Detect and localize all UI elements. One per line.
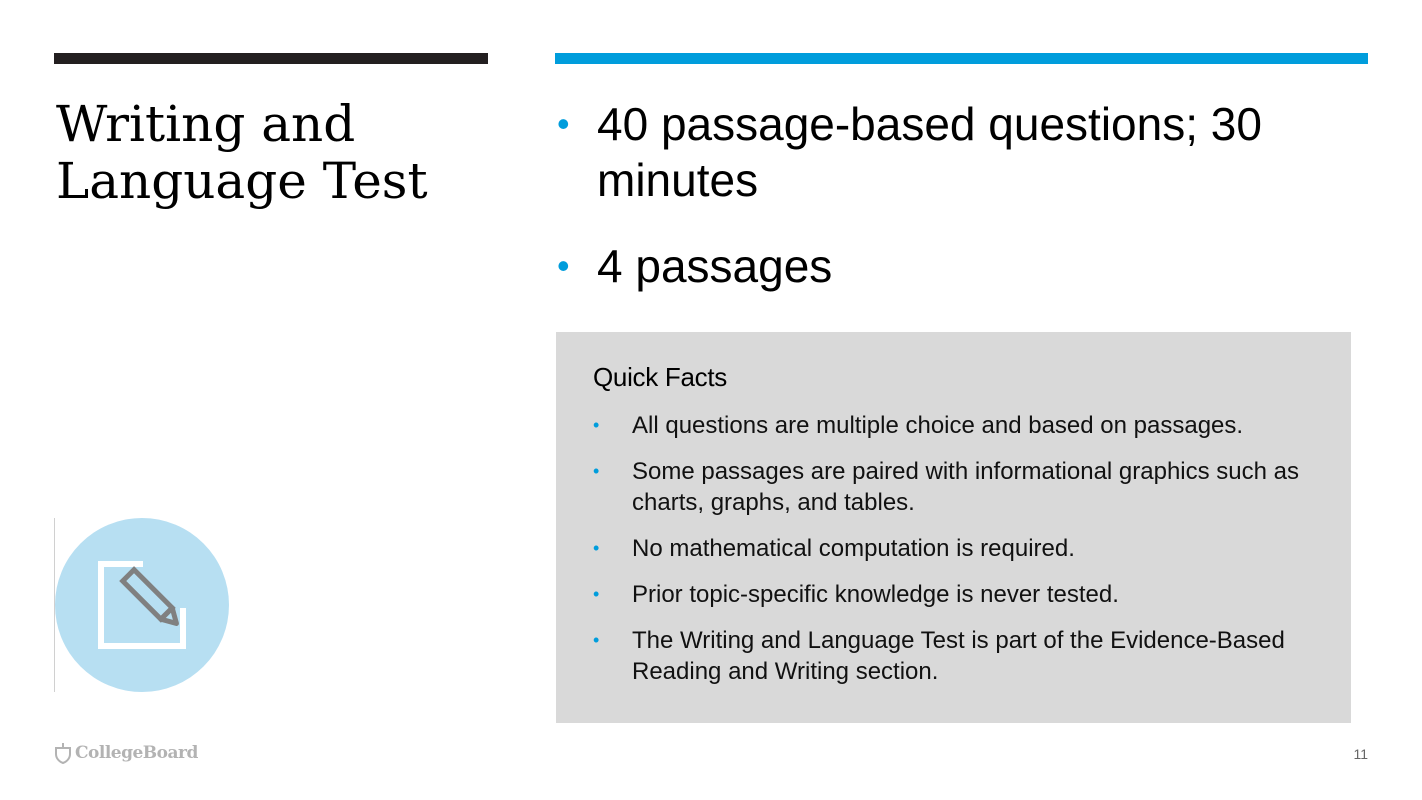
bullet-icon: • bbox=[557, 103, 570, 144]
quick-facts-box bbox=[556, 332, 1351, 723]
acorn-icon bbox=[54, 742, 72, 764]
quick-fact-item bbox=[593, 410, 1323, 441]
title-accent-bar bbox=[54, 53, 488, 64]
bullet-icon: • bbox=[593, 538, 600, 558]
section-icon-badge bbox=[55, 518, 229, 692]
main-point-item bbox=[555, 238, 1355, 294]
main-point-text: 40 passage-based questions; 30 minutes bbox=[597, 98, 1262, 206]
quick-fact-text: The Writing and Language Test is part of the Evidence-Based Reading and Writing section. bbox=[632, 627, 1285, 685]
quick-fact-item bbox=[593, 579, 1323, 610]
quick-fact-item bbox=[593, 456, 1323, 518]
quick-fact-item bbox=[593, 625, 1323, 687]
main-point-text: 4 passages bbox=[597, 240, 833, 292]
content-accent-bar bbox=[555, 53, 1368, 64]
pencil-edit-icon bbox=[55, 518, 229, 692]
page-number: 11 bbox=[1353, 746, 1368, 762]
quick-fact-text: Some passages are paired with informational graphics such as charts, graphs, and tables. bbox=[632, 458, 1300, 516]
quick-fact-text: No mathematical computation is required. bbox=[632, 535, 1075, 562]
logo-text: CollegeBoard bbox=[75, 743, 198, 763]
bullet-icon: • bbox=[557, 245, 570, 286]
main-points-list bbox=[555, 96, 1355, 324]
quick-facts-list bbox=[593, 410, 1323, 702]
bullet-icon: • bbox=[593, 461, 600, 481]
bullet-icon: • bbox=[593, 584, 600, 604]
quick-fact-text: All questions are multiple choice and based on passages. bbox=[632, 412, 1244, 439]
bullet-icon: • bbox=[593, 415, 600, 435]
main-point-item bbox=[555, 96, 1355, 208]
quick-fact-item bbox=[593, 533, 1323, 564]
quick-facts-heading: Quick Facts bbox=[593, 362, 727, 392]
collegeboard-logo bbox=[54, 742, 198, 764]
slide-title: Writing and Language Test bbox=[56, 95, 428, 210]
quick-fact-text: Prior topic-specific knowledge is never tested. bbox=[632, 581, 1119, 608]
bullet-icon: • bbox=[593, 630, 600, 650]
